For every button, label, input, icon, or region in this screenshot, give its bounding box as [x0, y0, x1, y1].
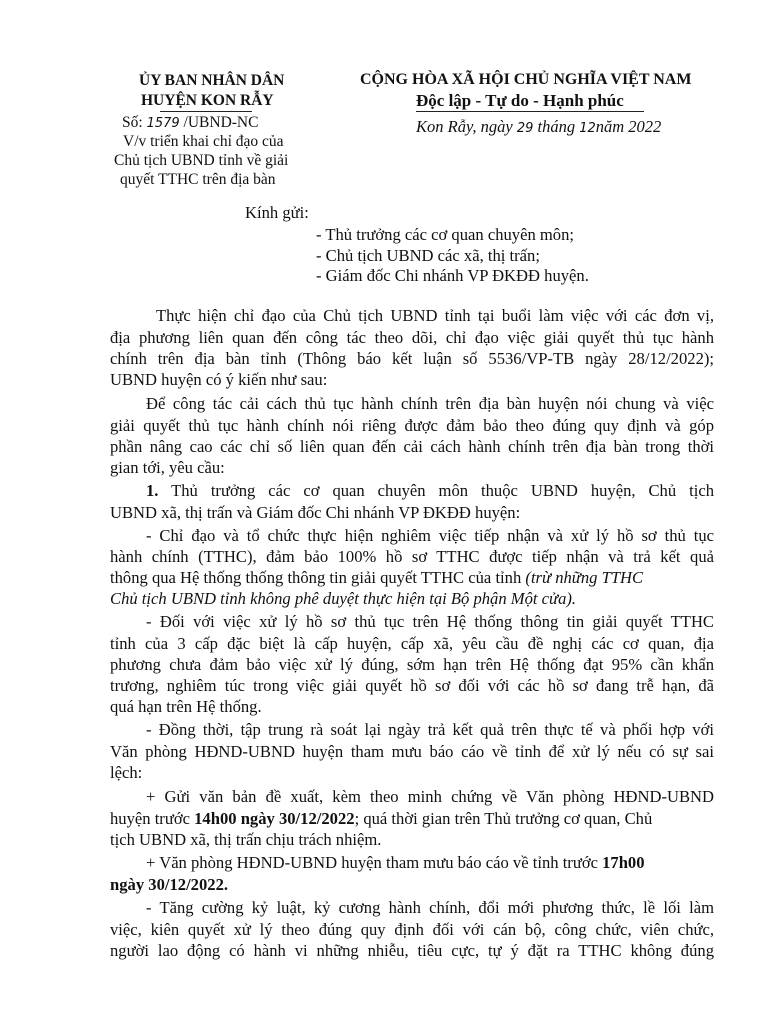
item-1-number: 1.	[146, 481, 159, 500]
document-number	[122, 113, 258, 134]
date-month: 12	[579, 121, 596, 136]
paragraph-line: Để công tác cải cách thủ tục hành chính trên địa bàn huyện nói chung và việc	[146, 394, 714, 413]
paragraph-line: chính trên địa bàn tỉnh (Thông báo kết luận số 5536/VP-TB ngày 28/12/2022);	[110, 349, 714, 368]
paragraph-line: trương, nghiêm túc trong việc giải quyết hồ sơ đối với các hồ sơ đang trễ hạn, đã	[110, 676, 714, 695]
subject-line-3: quyết TTHC trên địa bàn	[120, 171, 276, 188]
recipient-item: - Chủ tịch UBND các xã, thị trấn;	[316, 246, 540, 265]
paragraph-line: - Chỉ đạo và tổ chức thực hiện nghiêm việc tiếp nhận và xử lý hồ sơ thủ tục	[146, 526, 714, 545]
paragraph-line: tỉnh của 3 cấp đặc biệt là cấp huyện, cấp xã, yêu cầu đề nghị các cơ quan, địa	[110, 634, 714, 653]
date-place	[416, 116, 661, 140]
paragraph-italic-line: Chủ tịch UBND tỉnh không phê duyệt thực hiện tại Bộ phận Một cửa).	[110, 589, 577, 608]
document-number-suffix: /UBND-NC	[183, 114, 259, 131]
paragraph-line	[110, 808, 652, 829]
paragraph-line	[146, 852, 645, 873]
national-motto: Độc lập - Tự do - Hạnh phúc	[416, 91, 624, 110]
issuing-district: HUYỆN KON RẪY	[141, 92, 274, 109]
date-day: 29	[516, 121, 534, 136]
paragraph-line: - Đồng thời, tập trung rà soát lại ngày trả kết quả trên thực tế và phối hợp với	[146, 720, 714, 739]
date-year: năm 2022	[595, 117, 662, 136]
paragraph-italic-text: (trừ những TTHC	[525, 568, 644, 587]
paragraph-text: huyện trước	[110, 809, 195, 828]
paragraph-line: gian tới, yêu cầu:	[110, 458, 225, 477]
item-1-text: Thủ trưởng các cơ quan chuyên môn thuộc UBND huyện, Chủ tịch	[171, 481, 714, 500]
paragraph-text: + Văn phòng HĐND-UBND huyện tham mưu báo cáo về tỉnh trước	[146, 853, 603, 872]
paragraph-line: UBND huyện có ý kiến như sau:	[110, 370, 328, 389]
paragraph-line: quá hạn trên Hệ thống.	[110, 697, 262, 716]
underline-motto	[416, 111, 644, 112]
paragraph-line: + Gửi văn bản đề xuất, kèm theo minh chứng về Văn phòng HĐND-UBND	[146, 787, 714, 806]
paragraph-line: tịch UBND xã, thị trấn chịu trách nhiệm.	[110, 830, 382, 849]
paragraph-line: - Tăng cường kỷ luật, kỷ cương hành chính, đổi mới phương thức, lề lối làm	[146, 898, 714, 917]
underline-authority	[160, 111, 252, 112]
paragraph-line: phương chưa đảm bảo việc xử lý đúng, sớm hạn trên Hệ thống đạt 95% cần khẩn	[110, 655, 714, 674]
paragraph-line: giải quyết thủ tục hành chính nói riêng được đảm bảo theo đúng quy định và góp	[110, 416, 714, 435]
date-month-label: tháng	[537, 117, 576, 136]
deadline-bold: 17h00	[602, 853, 645, 872]
item-1-line	[146, 480, 714, 501]
document-number-prefix: Số:	[122, 114, 143, 131]
recipient-item: - Giám đốc Chi nhánh VP ĐKĐĐ huyện.	[316, 266, 589, 285]
paragraph-text: ; quá thời gian trên Thủ trưởng cơ quan, Chủ	[354, 809, 653, 828]
recipient-item: - Thủ trưởng các cơ quan chuyên môn;	[316, 225, 575, 244]
paragraph-line: lệch:	[110, 763, 143, 782]
paragraph-line: người lao động có hành vi những nhiễu, tiêu cực, tự ý đặt ra TTHC không đúng	[110, 941, 714, 960]
paragraph-line	[110, 567, 643, 588]
issuing-authority: ỦY BAN NHÂN DÂN	[139, 72, 285, 89]
paragraph-text: thông qua Hệ thống thống thông tin giải quyết TTHC của tỉnh	[110, 568, 526, 587]
paragraph-line: phần nâng cao các chỉ số liên quan đến cải cách hành chính trên địa bàn trong thời	[110, 437, 714, 456]
recipients-greeting: Kính gửi:	[245, 203, 309, 222]
date-place-label: Kon Rẫy, ngày	[416, 117, 513, 136]
paragraph-line: UBND xã, thị trấn và Giám đốc Chi nhánh VP ĐKĐĐ huyện:	[110, 503, 521, 522]
national-title: CỘNG HÒA XÃ HỘI CHỦ NGHĨA VIỆT NAM	[360, 71, 692, 88]
subject-line-2: Chủ tịch UBND tỉnh về giải	[114, 152, 289, 169]
paragraph-line: hành chính (TTHC), đảm bảo 100% hồ sơ TTHC được tiếp nhận và trả kết quả	[110, 547, 714, 566]
document-number-value: 1579	[146, 116, 180, 131]
paragraph-line: địa phương liên quan đến công tác theo dõi, chỉ đạo việc giải quyết thủ tục hành	[110, 328, 714, 347]
subject-line-1: V/v triển khai chỉ đạo của	[123, 133, 284, 150]
paragraph-line: việc, kiên quyết xử lý theo đúng quy định đối với cán bộ, công chức, viên chức,	[110, 920, 714, 939]
paragraph-line: Thực hiện chỉ đạo của Chủ tịch UBND tỉnh tại buổi làm việc với các đơn vị,	[156, 306, 714, 325]
deadline-bold: 14h00 ngày 30/12/2022	[194, 809, 355, 828]
paragraph-line: - Đối với việc xử lý hồ sơ thủ tục trên Hệ thống thông tin giải quyết TTHC	[146, 612, 714, 631]
paragraph-line: Văn phòng HĐND-UBND huyện tham mưu báo cáo về tỉnh để xử lý nếu có sự sai	[110, 742, 714, 761]
deadline-bold-line: ngày 30/12/2022.	[110, 875, 229, 894]
